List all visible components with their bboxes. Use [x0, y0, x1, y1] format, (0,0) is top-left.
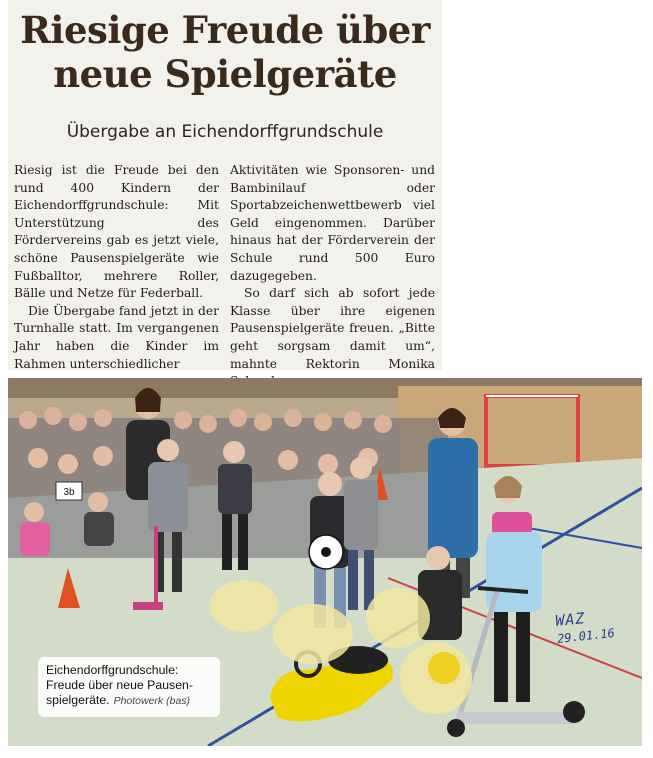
handwritten-source-note — [554, 606, 615, 646]
headline-line-2: neue Spielgeräte — [53, 52, 397, 96]
ball-bag — [210, 580, 278, 632]
yellow-ball — [428, 652, 460, 684]
ball-bag — [366, 588, 430, 648]
photo-credit: Photowerk (bas) — [113, 695, 191, 707]
newspaper-article — [8, 0, 442, 370]
caption-line-3 — [46, 693, 212, 709]
column-1-paragraph-1: Riesig ist die Freude bei den rund 400 Kindern der Eichendorffgrundschule: Mit Unterstützung des Fördervereins gab es jetzt viele, schöne Pausenspielgeräte wie Fußballtor, mehrere Roller, Bälle und Netze für Federball. — [14, 163, 219, 301]
photo-caption — [38, 657, 220, 717]
caption-line-3-text: spielgeräte. — [46, 693, 110, 707]
ball-bag — [273, 604, 353, 664]
column-1-paragraph-2: Die Übergabe fand jetzt in der Turnhalle statt. Im vergangenen Jahr haben die Kinder im Rahmen unterschiedlicher — [14, 303, 219, 371]
article-subheadline: Übergabe an Eichendorffgrundschule — [66, 122, 384, 142]
handwritten-date: 29.01.16 — [556, 625, 616, 646]
column-2-paragraph-1: Aktivitäten wie Sponsoren- und Bambinilauf oder Sportabzeichenwettbewerb viel Geld eingenommen. Darüber hinaus hat der Förderverein der Schule rund 500 Euro dazugegeben. — [230, 163, 435, 283]
headline-line-1: Riesige Freude über — [20, 8, 430, 52]
handwritten-source: WAZ — [554, 608, 587, 631]
article-column-2 — [230, 162, 435, 391]
caption-line-2: Freude über neue Pausen- — [46, 678, 193, 692]
column-2-paragraph-2: So darf sich ab sofort jede Klasse über ihre eigenen Pausenspielgeräte freuen. „Bitte geht sorgsam damit um“, mahnte Rektorin Monika — [230, 286, 435, 371]
article-column-1 — [14, 162, 219, 373]
caption-line-1: Eichendorffgrundschule: — [46, 663, 179, 677]
class-sign-text: 3b — [63, 487, 75, 498]
article-headline — [8, 8, 442, 96]
